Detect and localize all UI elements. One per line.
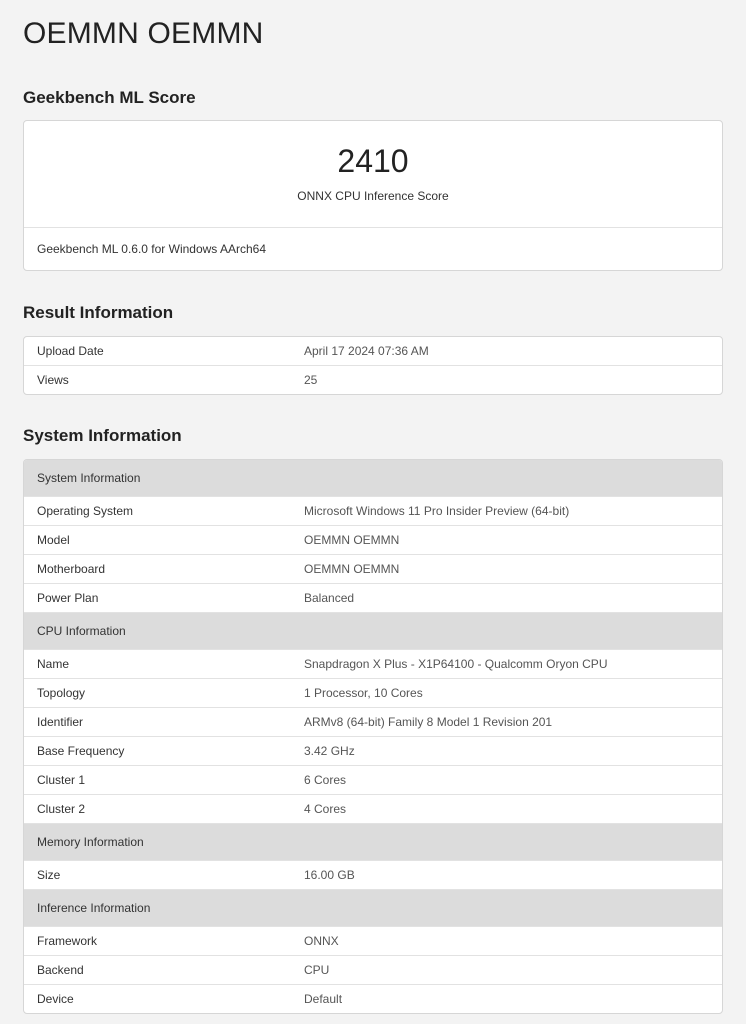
table-row [24, 795, 722, 824]
score-label: ONNX CPU Inference Score [297, 189, 449, 203]
row-value: CPU [304, 963, 330, 977]
row-value: 1 Processor, 10 Cores [304, 686, 423, 700]
row-value: Balanced [304, 591, 355, 605]
row-key: Motherboard [37, 562, 106, 576]
table-row [24, 927, 722, 956]
group-header [24, 890, 722, 927]
score-section-heading: Geekbench ML Score [23, 88, 196, 107]
table-row [24, 861, 722, 890]
row-value: 6 Cores [304, 773, 347, 787]
score-value: 2410 [337, 143, 409, 179]
row-key: Device [37, 992, 74, 1006]
result-section-heading: Result Information [23, 303, 174, 322]
table-row [24, 985, 722, 1013]
table-row [24, 766, 722, 795]
system-info-table [23, 459, 723, 1014]
row-key: Model [37, 533, 70, 547]
row-key: Topology [37, 686, 86, 700]
table-row [24, 679, 722, 708]
row-value: Microsoft Windows 11 Pro Insider Preview (64-bit) [304, 504, 570, 518]
row-value: 16.00 GB [304, 868, 355, 882]
row-key: Size [37, 868, 61, 882]
row-key: Cluster 2 [37, 802, 86, 816]
group-header [24, 824, 722, 861]
row-value: ONNX [304, 934, 339, 948]
row-key: Name [37, 657, 70, 671]
row-value: Default [304, 992, 343, 1006]
row-key: Backend [37, 963, 84, 977]
row-key: Base Frequency [37, 744, 125, 758]
row-value: OEMMN OEMMN [304, 562, 400, 576]
row-value: OEMMN OEMMN [304, 533, 400, 547]
row-key: Upload Date [37, 344, 104, 358]
table-row [24, 366, 722, 394]
group-title: CPU Information [37, 624, 126, 638]
score-summary [24, 121, 722, 228]
table-row [24, 737, 722, 766]
row-key: Power Plan [37, 591, 99, 605]
row-value: 4 Cores [304, 802, 347, 816]
score-card [23, 120, 723, 271]
row-value: 3.42 GHz [304, 744, 355, 758]
table-row [24, 526, 722, 555]
benchmark-version: Geekbench ML 0.6.0 for Windows AArch64 [37, 242, 267, 256]
table-row [24, 584, 722, 613]
row-key: Identifier [37, 715, 84, 729]
row-key: Views [37, 373, 69, 387]
row-value: ARMv8 (64-bit) Family 8 Model 1 Revision 201 [304, 715, 553, 729]
row-value: Snapdragon X Plus - X1P64100 - Qualcomm Oryon CPU [304, 657, 608, 671]
group-header [24, 613, 722, 650]
table-row [24, 497, 722, 526]
table-row [24, 650, 722, 679]
table-row [24, 708, 722, 737]
table-row [24, 337, 722, 366]
group-title: Inference Information [37, 901, 151, 915]
row-value: 25 [304, 373, 318, 387]
row-key: Operating System [37, 504, 134, 518]
row-value: April 17 2024 07:36 AM [304, 344, 429, 358]
row-key: Framework [37, 934, 98, 948]
group-title: System Information [37, 471, 141, 485]
row-key: Cluster 1 [37, 773, 86, 787]
system-section-heading: System Information [23, 426, 182, 445]
group-title: Memory Information [37, 835, 144, 849]
group-header [24, 460, 722, 497]
table-row [24, 956, 722, 985]
page-title: OEMMN OEMMN [23, 17, 264, 50]
table-row [24, 555, 722, 584]
result-info-table [23, 336, 723, 395]
